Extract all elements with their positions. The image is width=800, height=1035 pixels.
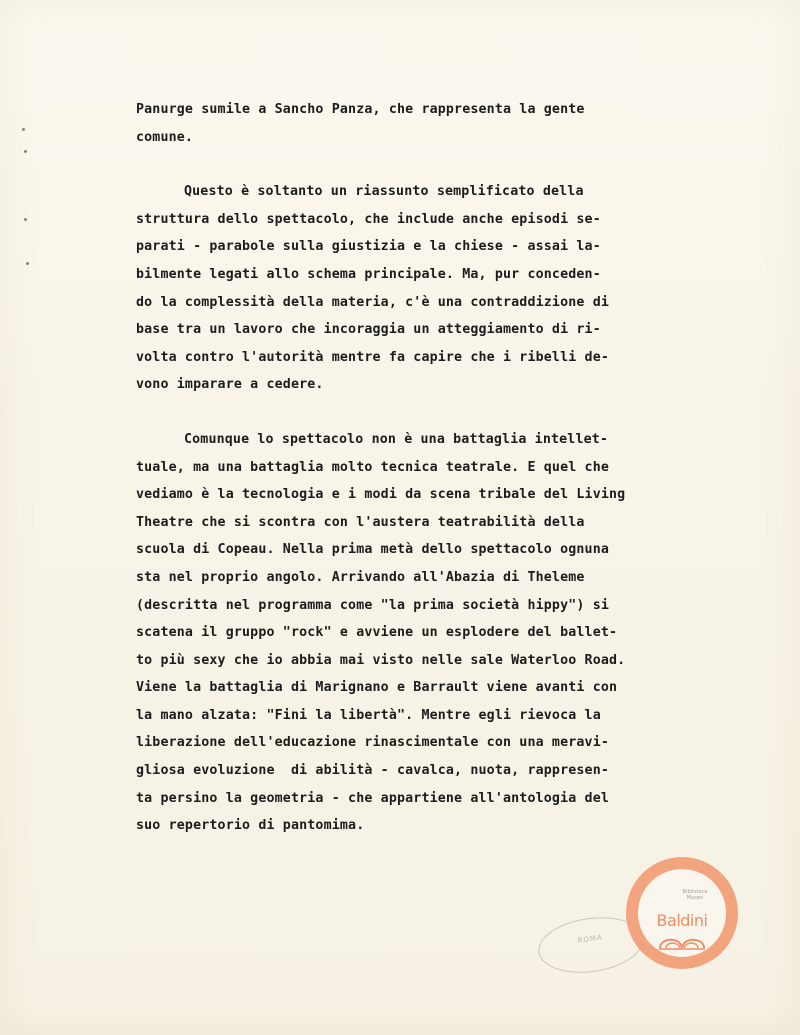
- text-line: (descritta nel programma come "la prima società hippy") si: [136, 597, 610, 613]
- text-line: scuola di Copeau. Nella prima metà dello spettacolo ognuna: [136, 542, 610, 558]
- text-line: la mano alzata: "Fini la libertà". Mentre egli rievoca la: [136, 707, 601, 723]
- text-line: to più sexy che io abbia mai visto nelle sale Waterloo Road.: [136, 652, 626, 668]
- text-line: base tra un lavoro che incoraggia un atteggiamento di ri-: [136, 322, 601, 338]
- library-stamp-name: Baldini: [656, 911, 708, 930]
- text-line: do la complessità della materia, c'è una contraddizione di: [136, 294, 610, 310]
- open-book-icon: [658, 932, 706, 950]
- typewritten-text: [136, 96, 716, 840]
- text-line: vediamo è la tecnologia e i modi da scena tribale del Living: [136, 487, 626, 503]
- text-line: bilmente legati allo schema principale. Ma, pur conceden-: [136, 266, 601, 282]
- text-line: liberazione dell'educazione rinascimentale con una meravi-: [136, 735, 610, 751]
- ink-stamp-text: ROMA: [577, 933, 604, 945]
- text-line: Questo è soltanto un riassunto semplificato della: [184, 184, 584, 200]
- scan-speck: [24, 150, 27, 153]
- text-line: Theatre che si scontra con l'austera teatrabilità della: [136, 514, 585, 530]
- text-line: suo repertorio di pantomima.: [136, 818, 365, 834]
- text-line: parati - parabole sulla giustizia e la chiese - assai la-: [136, 239, 601, 255]
- library-stamp-logo: [626, 857, 738, 969]
- text-line: Comunque lo spettacolo non è una battaglia intellet-: [184, 431, 609, 447]
- library-stamp-inner: [638, 869, 726, 957]
- text-line: Viene la battaglia di Marignano e Barrault viene avanti con: [136, 680, 618, 696]
- text-line: gliosa evoluzione di abilità - cavalca, nuota, rappresen-: [136, 763, 610, 779]
- paragraph-2: [136, 178, 716, 399]
- scan-speck: [24, 218, 27, 221]
- library-stamp-caption: Biblioteca Museo: [682, 889, 708, 901]
- scan-speck: [22, 128, 25, 131]
- paragraph-1: [136, 96, 716, 151]
- text-line: scatena il gruppo "rock" e avviene un esplodere del ballet-: [136, 625, 618, 641]
- text-line: sta nel proprio angolo. Arrivando all'Abazia di Theleme: [136, 569, 585, 585]
- text-line: volta contro l'autorità mentre fa capire che i ribelli de-: [136, 349, 610, 365]
- scan-speck: [26, 262, 29, 265]
- text-line: comune.: [136, 129, 194, 145]
- paragraph-3: [136, 426, 716, 840]
- text-line: ta persino la geometria - che appartiene all'antologia del: [136, 790, 610, 806]
- text-line: struttura dello spettacolo, che include anche episodi se-: [136, 211, 601, 227]
- text-line: tuale, ma una battaglia molto tecnica teatrale. E quel che: [136, 459, 610, 475]
- text-line: vono imparare a cedere.: [136, 377, 324, 393]
- text-line: Panurge sumile a Sancho Panza, che rappresenta la gente: [136, 102, 585, 117]
